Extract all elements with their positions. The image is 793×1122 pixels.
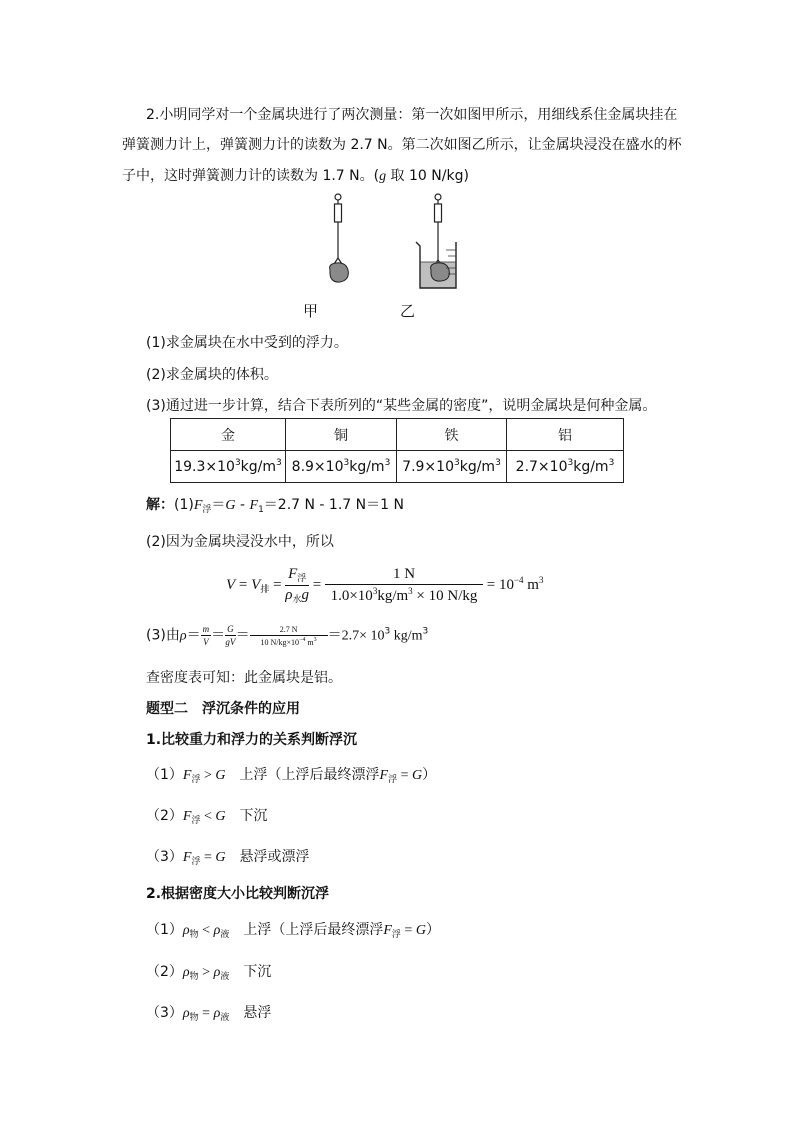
solution-label: 解：: [146, 497, 174, 513]
table-header-row: [171, 419, 624, 451]
table-row: [171, 451, 624, 483]
table-header-cell: 铜: [286, 419, 397, 451]
list-item: $(1)F_浮 > G$ 上浮（上浮后最终漂浮$F_浮 = G$）: [146, 767, 437, 785]
subsection-title-1: 1.比较重力和浮力的关系判断浮沉: [146, 732, 358, 748]
density-table: [170, 418, 624, 483]
table-cell: $7.9\times 10^3kg/m^3$: [397, 451, 507, 483]
question-1: (1)求金属块在水中受到的浮力。: [146, 335, 348, 351]
experiment-figure: [310, 190, 480, 300]
metal-block-a: [330, 263, 349, 282]
list-item: $(2)\rho_物 > \rho_液$ 下沉: [146, 964, 272, 982]
solution-step-1: 解：$(1)F_浮=G - F_1=2.7$ N - 1.7 N＝1 N: [146, 497, 404, 515]
volume-fraction: $\frac{1 N}{1.0\times 10^3kg/m^3 \times 10 N/kg}$: [325, 566, 483, 605]
metal-block-b: [431, 263, 450, 281]
table-header-cell: 铁: [397, 419, 507, 451]
table-header-cell: 金: [171, 419, 286, 451]
buoyancy-fraction: $\frac{F_浮}{\rho_水g}$: [285, 566, 310, 604]
solution-step-3: (3)由ρ＝ $\frac{m}{V}$ ＝ $\frac{G}{gV}$ ＝ $\frac{2.7 N}{10 N/kg\times 10^{-4} m^3}$ $=2.7\times 10^3$ $kg/m^3$: [146, 624, 429, 647]
table-header-cell: 铝: [507, 419, 624, 451]
section-title: 题型二 浮沉条件的应用: [146, 701, 300, 717]
solution-conclusion: 查密度表可知：此金属块是铝。: [146, 670, 342, 686]
question-3: (3)通过进一步计算，结合下表所列的“某些金属的密度”，说明金属块是何种金属。: [146, 398, 657, 414]
list-item: $(3)F_浮 = G$ 悬浮或漂浮: [146, 849, 310, 867]
table-cell: $2.7\times 10^3kg/m^3$: [507, 451, 624, 483]
list-item: $(1)\rho_物 < \rho_液$ 上浮（上浮后最终漂浮$F_浮 = G$）: [146, 922, 440, 940]
spring-scale-a: [330, 194, 346, 270]
problem-line-1: 2.小明同学对一个金属块进行了两次测量：第一次如图甲所示，用细线系住金属块挂在: [146, 107, 678, 123]
question-2: (2)求金属块的体积。: [146, 367, 278, 383]
problem-line-2: 弹簧测力计上，弹簧测力计的读数为 2.7 N。第二次如图乙所示，让金属块浸没在盛水的杯: [122, 137, 682, 153]
subsection-title-2: 2.根据密度大小比较判断沉浮: [146, 886, 330, 902]
problem-line-3: 子中，这时弹簧测力计的读数为 1.7 N。(g 取 10 N/kg): [122, 168, 469, 184]
list-item: $(2)F_浮 < G$ 下沉: [146, 808, 268, 826]
table-cell: $8.9\times 10^3kg/m^3$: [286, 451, 397, 483]
list-item: $(3)\rho_物 = \rho_液$ 悬浮: [146, 1005, 272, 1023]
figure-label-a: 甲: [303, 302, 319, 320]
spring-scale-b: [431, 194, 445, 270]
solution-step-2-formula: $V = V_排$ = $\frac{F_浮}{\rho_水g}$ = $\frac{1 N}{1.0\times 10^3kg/m^3 \times 10 N/kg}$ = $10^{-4}$ $m^3$: [226, 566, 544, 604]
solution-step-2-text: (2)因为金属块浸没水中，所以: [146, 534, 334, 550]
table-cell: $19.3\times 10^3kg/m^3$: [171, 451, 286, 483]
figure-label-b: 乙: [400, 302, 416, 320]
